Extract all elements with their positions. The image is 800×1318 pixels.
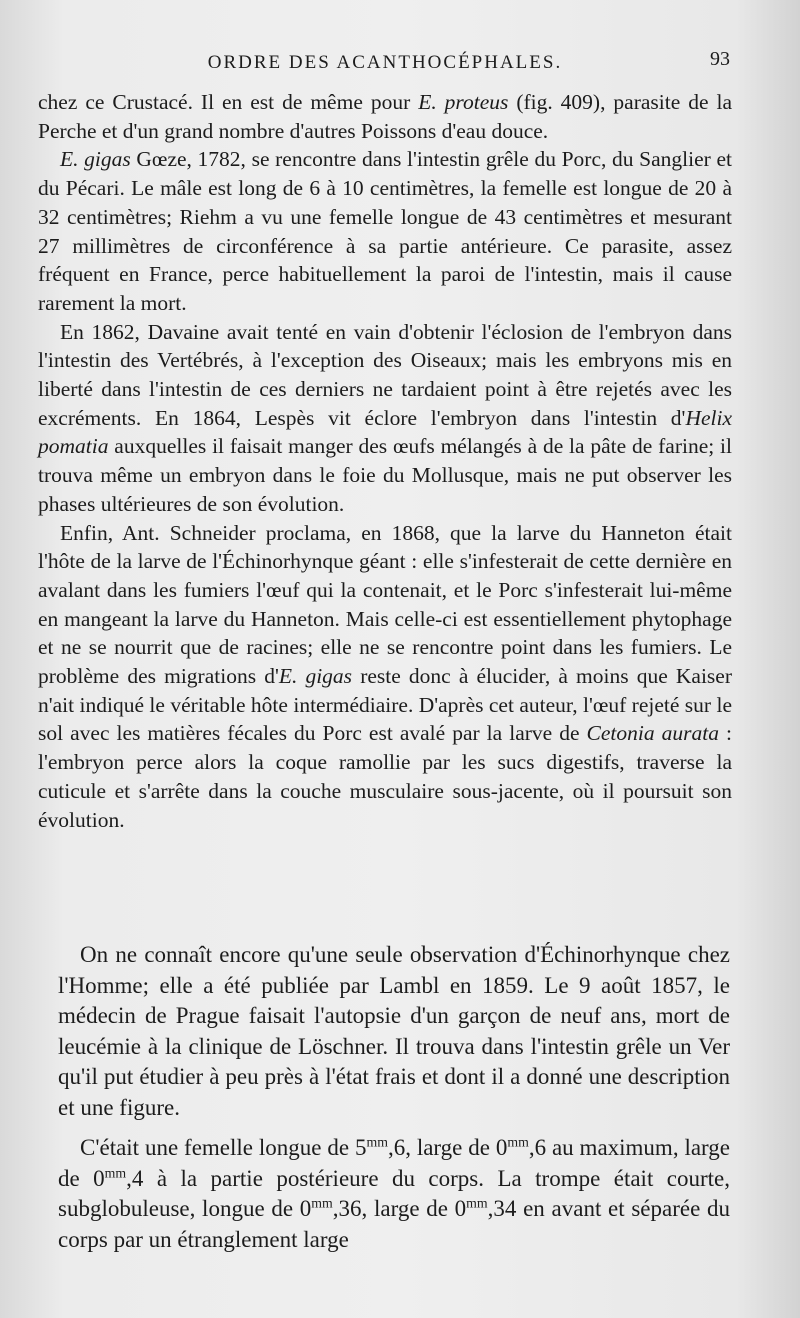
text-run: ,34 en avant et séparée du corps par un étranglement large: [58, 1196, 731, 1252]
running-title: ORDRE DES ACANTHOCÉPHALES.: [207, 52, 563, 73]
text-run: ,6 au maximum, large de 0: [58, 1135, 731, 1191]
text-run: (fig. 409), parasite de la Perche et d'un grand nombre d'autres Poissons d'eau douce.: [38, 90, 732, 143]
text-run: reste donc à élucider, à moins que Kaiser n'ait indiqué le véritable hôte intermédiaire. D'après cet auteur, l'œuf rejeté sur le sol avec les matières fécales du Porc est avalé par la larve de: [38, 664, 732, 746]
text-run: On ne connaît encore qu'une seule observation d'Échinorhynque chez l'Homme; elle a été publiée par Lambl en 1859. Le 9 août 1857, le médecin de Prague faisait l'autopsie d'un garçon de neuf ans, mort de leucémie à la clinique de Löschner. Il trouva dans l'intestin grêle un Ver qu'il put étudier à peu près à l'état frais et dont il a donné une description et une figure.: [58, 942, 730, 1120]
text-run: ,36, large de 0: [332, 1196, 467, 1221]
unit-superscript: mm: [104, 1164, 127, 1180]
text-run: auxquelles il faisait manger des œufs mélangés à de la pâte de farine; il trouva même un embryon dans le foie du Mollusque, mais ne put observer les phases ultérieures de son évolution.: [38, 434, 732, 516]
text-run: ,4 à la partie postérieure du corps. La trompe était courte, subglobuleuse, longue de 0: [58, 1165, 730, 1221]
species-name: Helix pomatia: [38, 405, 732, 459]
paragraph-gigas: [38, 145, 732, 317]
unit-superscript: mm: [366, 1134, 388, 1150]
unit-superscript: mm: [466, 1195, 488, 1211]
species-name: E. gigas: [278, 664, 353, 689]
main-text: [38, 88, 732, 834]
paragraph-continuation: [38, 88, 732, 145]
species-name: Cetonia aurata: [586, 721, 719, 746]
paragraph-lambl: [58, 940, 730, 1123]
text-run: En 1862, Davaine avait tenté en vain d'obtenir l'éclosion de l'embryon dans l'intestin des Vertébrés, à l'exception des Oiseaux; mais les embryons mis en liberté dans l'intestin de ces derniers ne tardaient point à être rejetés avec les excréments. En 1864, Lespès vit éclore l'embryon dans l'intestin d': [38, 319, 732, 430]
species-name: E. proteus: [418, 90, 509, 114]
text-run: chez ce Crustacé. Il en est de même pour: [38, 90, 419, 114]
human-case-section: [58, 940, 730, 1255]
paragraph-davaine: [38, 318, 732, 519]
unit-superscript: mm: [311, 1195, 333, 1211]
text-run: C'était une femelle longue de 5: [80, 1135, 367, 1160]
page-number: 93: [710, 48, 730, 70]
paragraph-description: [58, 1133, 730, 1255]
unit-superscript: mm: [507, 1134, 529, 1150]
paragraph-schneider: [38, 519, 732, 835]
text-run: : l'embryon perce alors la coque ramollie par les sucs digestifs, traverse la cuticule et s'arrête dans la couche musculaire sous-jacente, où il poursuit son évolution.: [38, 721, 732, 832]
text-run: Gœze, 1782, se rencontre dans l'intestin grêle du Porc, du Sanglier et du Pécari. Le mâle est long de 6 à 10 centimètres, la femelle est longue de 20 à 32 centimètres; Riehm a vu une femelle longue de 43 centimètres et mesurant 27 millimètres de circonférence à sa partie antérieure. Ce parasite, assez fréquent en France, perce habituellement la paroi de l'intestin, mais il cause rarement la mort.: [38, 147, 732, 315]
species-name: E. gigas: [60, 147, 131, 172]
text-run: ,6, large de 0: [387, 1135, 508, 1160]
running-header: [40, 48, 730, 78]
text-run: Enfin, Ant. Schneider proclama, en 1868, que la larve du Hanneton était l'hôte de la larve de l'Échinorhynque géant : elle s'infesterait de cette dernière en avalant dans les fumiers l'œuf qui la contenait, et le Porc s'infesterait lui-même en mangeant la larve du Hanneton. Mais celle-ci est essentiellement phytophage et ne se nourrit que de racines; elle ne se rencontre point dans les fumiers. Le problème des migrations d': [38, 520, 732, 689]
